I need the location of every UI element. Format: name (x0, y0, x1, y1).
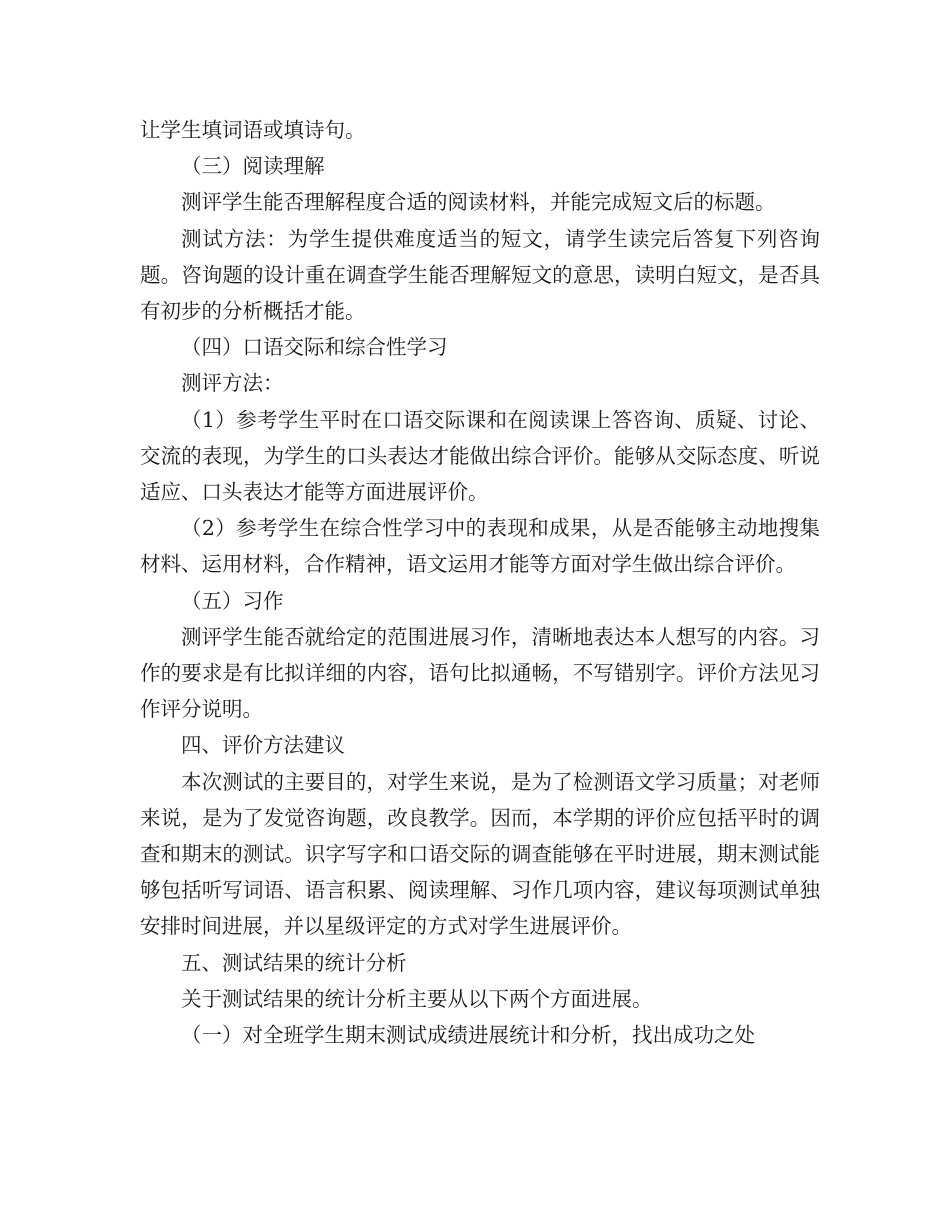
paragraph-evaluation: 本次测试的主要目的，对学生来说，是为了检测语文学习质量；对老师来说，是为了发觉咨询题，改良教学。因而，本学期的评价应包括平时的调查和期末的测试。识字写字和口语交际的调查能够在平时进展，期末测试能够包括听写词语、语言积累、阅读理解、习作几项内容，建议每项测试单独安排时间进展，并以星级评定的方式对学生进展评价。 (140, 769, 820, 939)
paragraph-reading-method: 测试方法：为学生提供难度适当的短文，请学生读完后答复下列咨询题。咨询题的设计重在调查学生能否理解短文的意思，读明白短文，是否具有初步的分析概括才能。 (140, 226, 820, 324)
section-heading-statistics: 五、测试结果的统计分析 (181, 950, 407, 975)
section-heading-reading: （三）阅读理解 (181, 154, 325, 179)
paragraph-continuation: 让学生填词语或填诗句。 (140, 118, 366, 142)
document-body (140, 112, 820, 1053)
paragraph-oral-item-2: （2）参考学生在综合性学习中的表现和成果，从是否能够主动地搜集材料、运用材料，合作精神，语文运用才能等方面对学生做出综合评价。 (140, 516, 820, 577)
paragraph-writing: 测评学生能否就给定的范围进展习作，清晰地表达本人想写的内容。习作的要求是有比拟详细的内容，语句比拟通畅，不写错别字。评价方法见习作评分说明。 (140, 624, 820, 722)
section-heading-evaluation: 四、评价方法建议 (181, 733, 345, 758)
paragraph-oral-item-1: （1）参考学生平时在口语交际课和在阅读课上答咨询、质疑、讨论、交流的表现，为学生的口头表达才能做出综合评价。能够从交际态度、听说适应、口头表达才能等方面进展评价。 (140, 407, 820, 505)
paragraph-reading-goal: 测评学生能否理解程度合适的阅读材料，并能完成短文后的标题。 (181, 190, 776, 215)
section-heading-writing: （五）习作 (181, 588, 284, 613)
paragraph-oral-method-label: 测评方法： (181, 371, 284, 396)
paragraph-statistics-intro: 关于测试结果的统计分析主要从以下两个方面进展。 (181, 986, 653, 1011)
section-heading-oral: （四）口语交际和综合性学习 (181, 335, 448, 360)
paragraph-statistics-item-1: （一）对全班学生期末测试成绩进展统计和分析，找出成功之处 (181, 1023, 755, 1048)
